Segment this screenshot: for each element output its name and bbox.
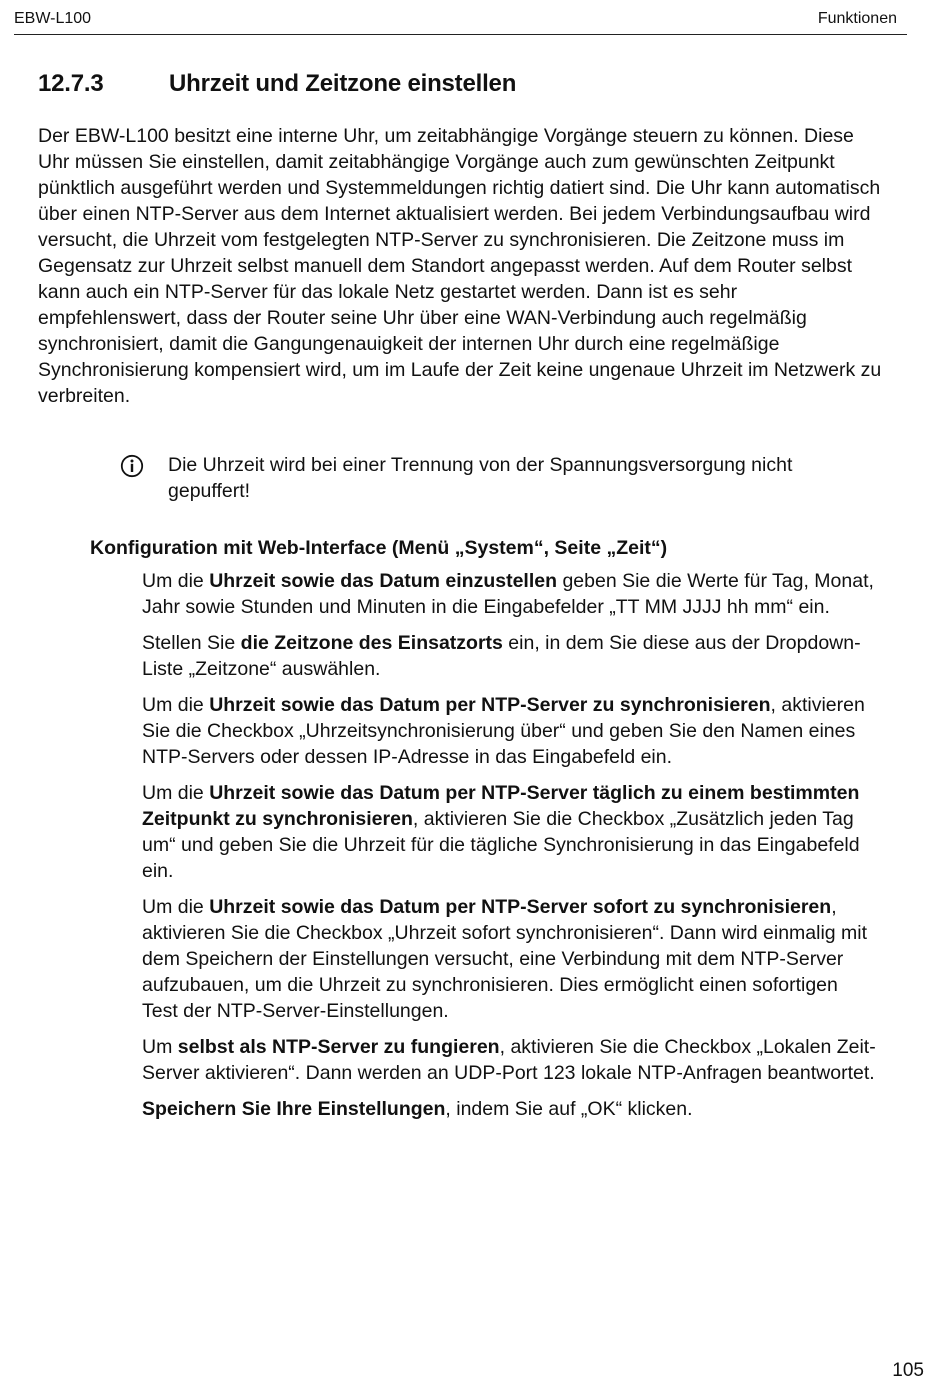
info-note [120,452,860,504]
steps-list [142,568,877,1132]
running-header [14,8,907,35]
page-number: 105 [892,1360,924,1381]
step-paragraph: Um selbst als NTP-Server zu fungieren, aktivieren Sie die Checkbox „Lokalen Zeit-Server aktivieren“. Dann werden an UDP-Port 123 lokale NTP-Anfragen beantwortet. [142,1036,876,1084]
header-chapter-name: Funktionen [817,10,897,27]
header-product-name: EBW-L100 [14,10,92,27]
step-paragraph: Um die Uhrzeit sowie das Datum per NTP-Server zu synchronisieren, aktivieren Sie die Checkbox „Uhrzeitsynchronisierung über“ und geben Sie den Namen eines NTP-Servers oder dessen IP-Adresse in das Eingabefeld ein. [142,694,865,768]
info-icon [120,454,144,478]
section-number: 12.7.3 [38,70,104,97]
config-heading: Konfiguration mit Web-Interface (Menü „System“, Seite „Zeit“) [90,537,668,559]
step-paragraph: Um die Uhrzeit sowie das Datum einzustellen geben Sie die Werte für Tag, Monat, Jahr sowie Stunden und Minuten in die Eingabefelder „TT MM JJJJ hh mm“ ein. [142,570,874,618]
section-title-text: Uhrzeit und Zeitzone einstellen [169,70,517,97]
step-paragraph: Speichern Sie Ihre Einstellungen, indem Sie auf „OK“ klicken. [142,1098,693,1120]
intro-paragraph: Der EBW-L100 besitzt eine interne Uhr, um zeitabhängige Vorgänge steuern zu können. Diese Uhr müssen Sie einstellen, damit zeitabhängige Vorgänge auch zum gewünschten Zeitpunkt pünktlich ausgeführt werden und Systemmeldungen richtig datiert sind. Die Uhr kann automatisch über einen NTP-Server aus dem Internet aktualisiert werden. Bei jedem Verbindungsaufbau wird versucht, die Uhrzeit vom festgelegten NTP-Server zu synchronisieren. Die Zeitzone muss im Gegensatz zur Uhrzeit selbst manuell dem Standort angepasst werden. Auf dem Router selbst kann auch ein NTP-Server für das lokale Netz gestartet werden. Dann ist es sehr empfehlenswert, dass der Router seine Uhr über eine WAN-Verbindung auch regelmäßig synchronisiert, damit die Gangungenauigkeit der internen Uhr durch eine regelmäßige Synchronisierung kompensiert wird, um im Laufe der Zeit keine ungenaue Uhrzeit im Netzwerk zu verbreiten. [38,125,882,407]
step-paragraph: Stellen Sie die Zeitzone des Einsatzorts ein, in dem Sie diese aus der Dropdown-Liste „Zeitzone“ auswählen. [142,632,861,680]
step-paragraph: Um die Uhrzeit sowie das Datum per NTP-Server sofort zu synchronisieren, aktivieren Sie die Checkbox „Uhrzeit sofort synchronisieren“. Dann wird einmalig mit dem Speichern der Einstellungen versucht, eine Verbindung mit dem NTP-Server aufzubauen, um die Uhrzeit zu synchronisieren. Dies ermöglicht einen sofortigen Test der NTP-Server-Einstellungen. [142,896,868,1022]
step-paragraph: Um die Uhrzeit sowie das Datum per NTP-Server täglich zu einem bestimmten Zeitpunkt zu synchronisieren, aktivieren Sie die Checkbox „Zusätzlich jeden Tag um“ und geben Sie die Uhrzeit für die tägliche Synchronisierung in das Eingabefeld ein. [142,782,860,882]
note-text: Die Uhrzeit wird bei einer Trennung von der Spannungsversorgung nicht gepuffert! [168,454,793,502]
section-title [38,70,516,98]
